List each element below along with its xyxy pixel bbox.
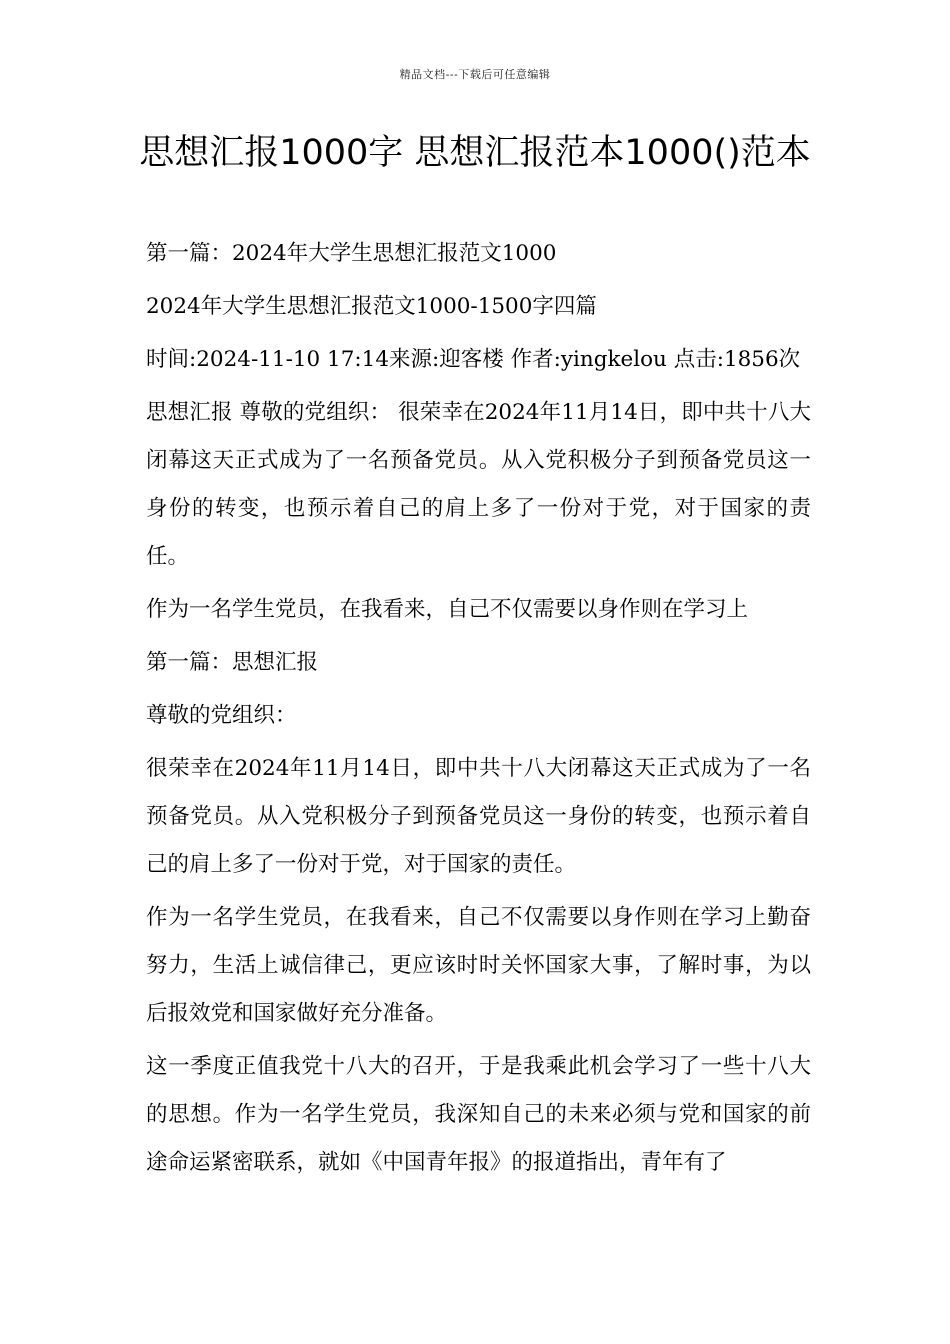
document-header-note: 精品文档---下载后可任意编辑 — [399, 68, 551, 81]
paragraph-body: 作为一名学生党员，在我看来，自己不仅需要以身作则在学习上勤奋努力，生活上诚信律己，更应该时时关怀国家大事，了解时事，为以后报效党和国家做好充分准备。 — [146, 905, 811, 1026]
paragraph-section-heading: 第一篇：2024年大学生思想汇报范文1000 — [146, 241, 557, 266]
paragraph-body: 思想汇报 尊敬的党组织： 很荣幸在2024年11月14日，即中共十八大闭幕这天正式成为了一名预备党员。从入党积极分子到预备党员这一身份的转变，也预示着自己的肩上多了一份对于党，对于国家的责任。 — [146, 400, 811, 569]
paragraph-section-heading: 第一篇：思想汇报 — [146, 650, 319, 675]
document-title: 思想汇报1000字 思想汇报范本1000()范本 — [139, 133, 811, 173]
document-body — [146, 230, 811, 1192]
paragraph-body: 作为一名学生党员，在我看来，自己不仅需要以身作则在学习上 — [146, 597, 749, 622]
paragraph-body: 很荣幸在2024年11月14日，即中共十八大闭幕这天正式成为了一名预备党员。从入党积极分子到预备党员这一身份的转变，也预示着自己的肩上多了一份对于党，对于国家的责任。 — [146, 756, 811, 877]
paragraph-article-title: 2024年大学生思想汇报范文1000-1500字四篇 — [146, 294, 597, 319]
paragraph-salutation: 尊敬的党组织： — [146, 703, 297, 728]
paragraph-body: 这一季度正值我党十八大的召开，于是我乘此机会学习了一些十八大的思想。作为一名学生党员，我深知自己的未来必须与党和国家的前途命运紧密联系，就如《中国青年报》的报道指出，青年有了 — [146, 1054, 811, 1175]
paragraph-article-meta: 时间:2024-11-10 17:14来源:迎客楼 作者:yingkelou 点击:1856次 — [146, 347, 801, 372]
